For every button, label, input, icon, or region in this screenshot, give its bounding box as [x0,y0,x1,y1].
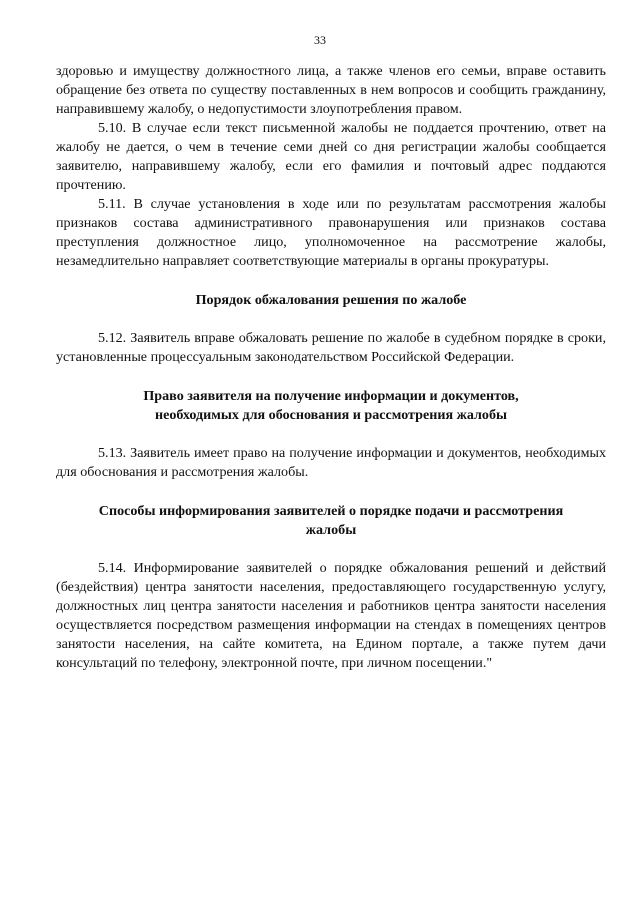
section-heading-informing-methods [56,502,606,540]
section-heading-right-to-information-line-1: Право заявителя на получение информации и документов, [143,388,519,404]
paragraph-5-14: 5.14. Информирование заявителей о порядке обжалования решений и действий (бездействия) центра занятости населения, предоставляющего государственную услугу, должностных лиц центра занятости населения и работников центра занятости населения осуществляется посредством размещения информации на стендах в помещениях центров занятости населения, на сайте комитета, на Едином портале, а также путем дачи консультаций по телефону, электронной почте, при личном посещении." [56,560,606,671]
section-heading-right-to-information-line-2: необходимых для обоснования и рассмотрения жалобы [154,407,508,423]
section-heading-appeal-procedure: Порядок обжалования решения по жалобе [195,292,467,308]
section-heading-informing-methods-line-1: Способы информирования заявителей о порядке подачи и рассмотрения [98,503,564,519]
document-body [56,62,606,673]
page-number: 33 [314,33,326,47]
paragraph-5-12: 5.12. Заявитель вправе обжаловать решение по жалобе в судебном порядке в сроки, установленные процессуальным законодательством Российской Федерации. [56,330,606,365]
section-heading-right-to-information [56,387,606,425]
paragraph-continuation: здоровью и имуществу должностного лица, а также членов его семьи, вправе оставить обращение без ответа по существу поставленных в нем вопросов и сообщить гражданину, направившему жалобу, о недопустимости злоупотребления правом. [56,63,606,117]
paragraph-5-10: 5.10. В случае если текст письменной жалобы не поддается прочтению, ответ на жалобу не дается, о чем в течение семи дней со дня регистрации жалобы сообщается заявителю, направившему жалобу, если его фамилия и почтовый адрес поддаются прочтению. [56,120,606,193]
paragraph-5-13: 5.13. Заявитель имеет право на получение информации и документов, необходимых для обоснования и рассмотрения жалобы. [56,445,606,480]
section-heading-informing-methods-line-2: жалобы [305,522,357,538]
paragraph-5-11: 5.11. В случае установления в ходе или по результатам рассмотрения жалобы признаков состава административного правонарушения или признаков состава преступления должностное лицо, уполномоченное на рассмотрение жалобы, незамедлительно направляет соответствующие материалы в органы прокуратуры. [56,196,606,269]
